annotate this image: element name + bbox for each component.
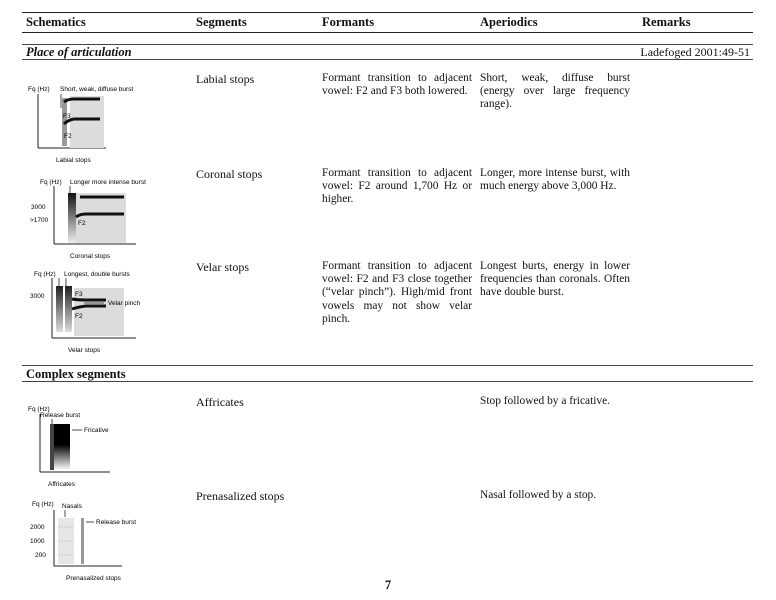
affricates-release-burst-bar xyxy=(50,424,54,470)
affricates-burst-label: Release burst xyxy=(40,412,81,419)
labial-caption: Labial stops xyxy=(56,157,91,164)
affricates-fricative-label: Fricative xyxy=(84,427,109,434)
prenasalized-tick-1000: 1000 xyxy=(30,538,45,545)
prenasalized-tick-2000: 2000 xyxy=(30,524,45,531)
labial-spectrogram-figure xyxy=(28,82,158,166)
aperiodics-velar: Longest burts, energy in lower frequencies than coronals. Often have double burst. xyxy=(480,260,630,299)
aperiodics-prenasalized: Nasal followed by a stop. xyxy=(480,489,597,501)
velar-burst-label: Longest, double bursts xyxy=(64,271,130,278)
coronal-spectrogram-figure xyxy=(28,174,158,260)
section-rule-top-complex xyxy=(22,365,753,366)
formants-velar: Formant transition to adjacent vowel: F2 and F3 close together (“velar pinch”). High/mid front vowels may not show velar pinch. xyxy=(322,260,472,325)
coronal-caption: Coronal stops xyxy=(70,253,111,260)
coronal-yaxis-label: Fq (Hz) xyxy=(40,179,62,186)
segment-affricates: Affricates xyxy=(196,395,244,409)
aperiodics-labial: Short, weak, diffuse burst (energy over large frequency range). xyxy=(480,72,630,111)
schematic-labial xyxy=(28,82,158,166)
header-segments: Segments xyxy=(196,15,247,29)
prenasalized-nasals-label: Nasals xyxy=(62,503,82,510)
affricates-fricative-block xyxy=(54,424,70,470)
affricates-spectrogram-figure xyxy=(28,402,158,488)
coronal-burst-label: Longer more intense burst xyxy=(70,179,146,186)
prenasalized-tick-200: 200 xyxy=(35,552,46,559)
aperiodics-affricates: Stop followed by a fricative. xyxy=(480,395,611,407)
formants-labial: Formant transition to adjacent vowel: F2 and F3 both lowered. xyxy=(322,72,472,98)
section-title-place: Place of articulation xyxy=(26,45,132,59)
schematic-affricates xyxy=(28,402,158,488)
velar-spectrogram-figure xyxy=(28,266,158,358)
segment-velar: Velar stops xyxy=(196,260,249,274)
velar-f3-line xyxy=(72,299,106,300)
section-remark-place: Ladefoged 2001:49-51 xyxy=(640,45,750,59)
velar-caption: Velar stops xyxy=(68,347,101,354)
header-bottom-rule xyxy=(22,32,753,33)
segment-labial: Labial stops xyxy=(196,72,255,86)
labial-f2-label: F2 xyxy=(64,133,72,140)
coronal-vowel-block xyxy=(76,193,126,243)
segment-prenasalized: Prenasalized stops xyxy=(196,489,285,503)
section-title-complex: Complex segments xyxy=(26,367,126,381)
velar-burst-bar-1 xyxy=(56,286,63,332)
segment-coronal: Coronal stops xyxy=(196,167,263,181)
velar-f2-label: F2 xyxy=(75,313,83,320)
velar-f3-label: F3 xyxy=(75,291,83,298)
velar-burst-bar-2 xyxy=(65,286,72,332)
prenasalized-spectrogram-figure xyxy=(28,496,158,582)
coronal-tick-1700: >1700 xyxy=(30,217,49,224)
affricates-yaxis-label: Fq (Hz) xyxy=(28,406,50,413)
velar-yaxis-label: Fq (Hz) xyxy=(34,271,56,278)
schematic-coronal xyxy=(28,174,158,260)
prenasalized-caption: Prenasalized stops xyxy=(66,575,121,582)
labial-vowel-block xyxy=(70,96,104,148)
velar-pinch-label: Velar pinch xyxy=(108,300,141,307)
aperiodics-coronal: Longer, more intense burst, with much energy above 3,000 Hz. xyxy=(480,167,630,193)
labial-yaxis-label: Fq (Hz) xyxy=(28,86,50,93)
prenasalized-yaxis-label: Fq (Hz) xyxy=(32,501,54,508)
schematic-velar xyxy=(28,266,158,358)
affricates-caption: Affricates xyxy=(48,481,75,488)
table-top-rule xyxy=(22,12,753,13)
prenasalized-release-bar xyxy=(81,518,84,564)
header-aperiodics: Aperiodics xyxy=(480,15,538,29)
page-number: 7 xyxy=(384,578,392,592)
labial-f3-label: F3 xyxy=(63,113,71,120)
coronal-f2-label: F2 xyxy=(78,220,86,227)
velar-tick-3000: 3000 xyxy=(30,293,45,300)
coronal-tick-3000: 3000 xyxy=(31,204,46,211)
labial-burst-label: Short, weak, diffuse burst xyxy=(60,86,134,93)
header-formants: Formants xyxy=(322,15,375,29)
formants-coronal: Formant transition to adjacent vowel: F2 around 1,700 Hz or higher. xyxy=(322,167,472,206)
section-rule-bottom xyxy=(22,59,753,60)
coronal-burst-bar xyxy=(68,193,76,243)
schematic-prenasalized xyxy=(28,496,158,582)
prenasalized-release-label: Release burst xyxy=(96,519,137,526)
header-remarks: Remarks xyxy=(642,15,691,29)
section-rule-bottom-complex xyxy=(22,381,753,382)
header-schematics: Schematics xyxy=(26,15,86,29)
